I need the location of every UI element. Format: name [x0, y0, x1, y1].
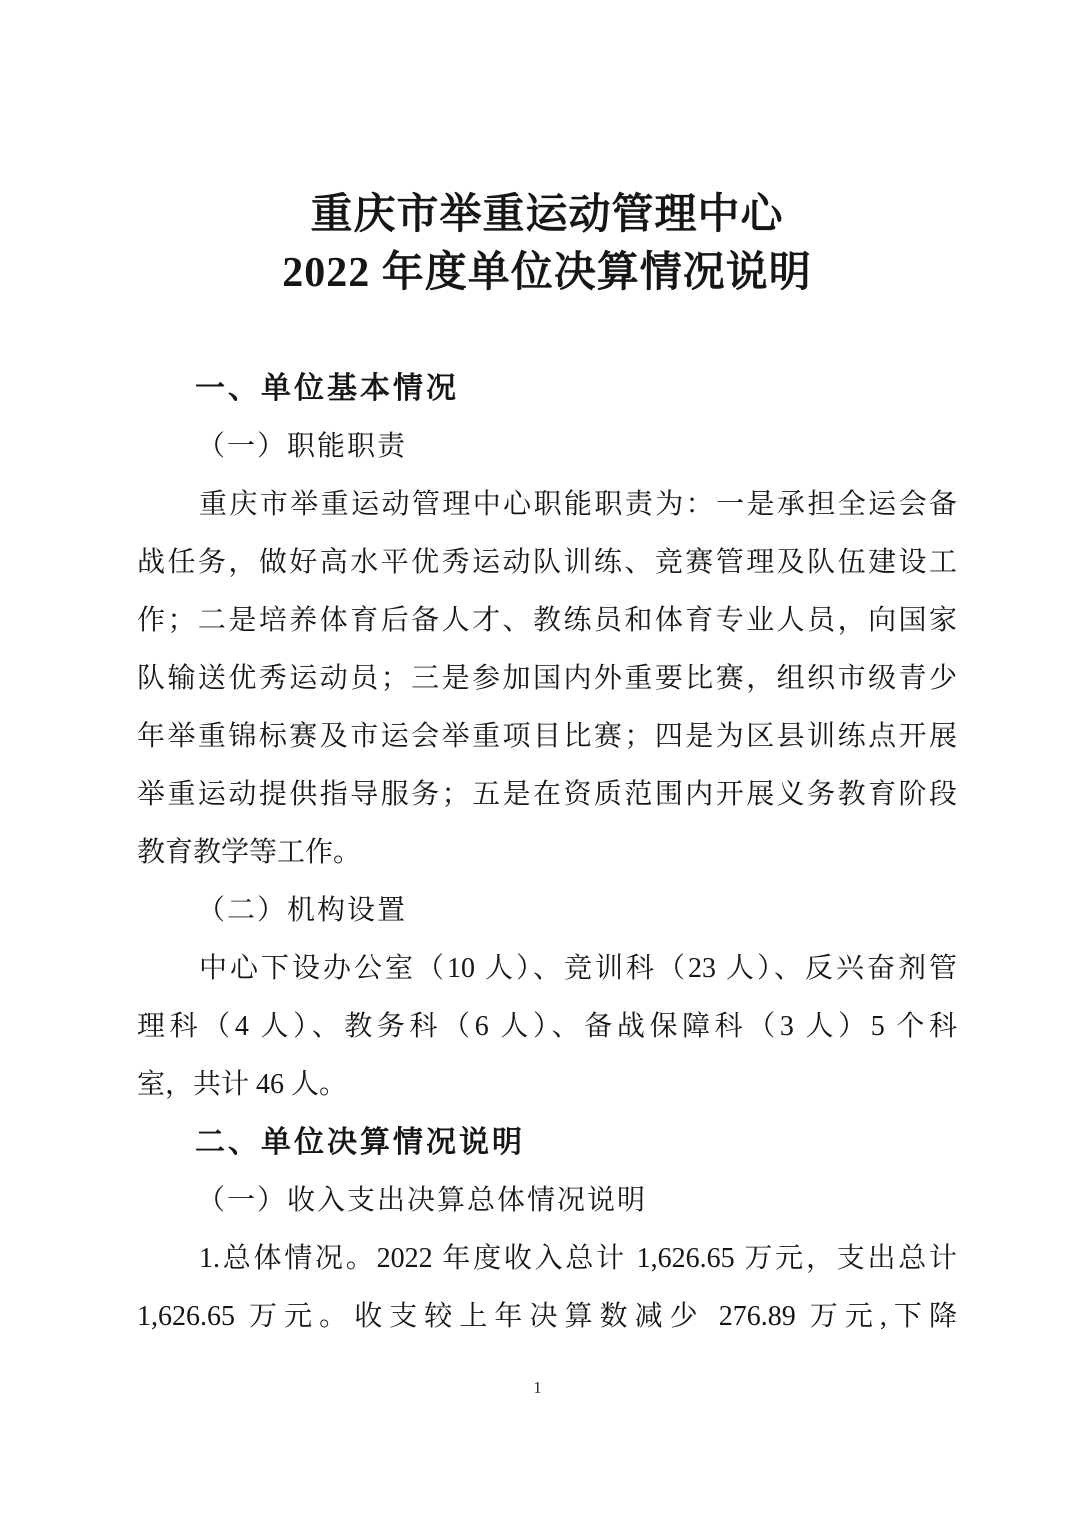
paragraph-line: 战任务，做好高水平优秀运动队训练、竞赛管理及队伍建设工 [137, 547, 957, 578]
paragraph-line: 理科（4 人）、教务科（6 人）、备战保障科（3 人）5 个科 [137, 1011, 957, 1042]
section-2-1-heading: （一）收入支出决算总体情况说明 [197, 1185, 648, 1216]
paragraph-line: 举重运动提供指导服务；五是在资质范围内开展义务教育阶段 [137, 779, 957, 810]
paragraph-line: 1.总体情况。2022 年度收入总计 1,626.65 万元，支出总计 [199, 1243, 957, 1274]
title-line-1: 重庆市举重运动管理中心 [310, 192, 784, 238]
paragraph-line: 年举重锦标赛及市运会举重项目比赛；四是为区县训练点开展 [137, 721, 957, 752]
document-title [137, 186, 957, 302]
section-1-heading: 一、单位基本情况 [195, 372, 459, 405]
paragraph-line: 队输送优秀运动员；三是参加国内外重要比赛，组织市级青少 [137, 663, 957, 694]
section-1-2-heading: （二）机构设置 [197, 895, 408, 926]
page-number: 1 [533, 1378, 542, 1397]
paragraph-line: 教育教学等工作。 [137, 837, 362, 868]
paragraph-line: 重庆市举重运动管理中心职能职责为：一是承担全运会备 [199, 489, 957, 520]
section-1-1-heading: （一）职能职责 [197, 431, 408, 462]
paragraph-overview [137, 1230, 957, 1346]
title-line-2: 2022 年度单位决算情况说明 [282, 250, 812, 296]
paragraph-functions [137, 476, 957, 882]
paragraph-line: 中心下设办公室（10 人）、竞训科（23 人）、反兴奋剂管 [199, 953, 957, 984]
paragraph-line: 1,626.65 万元。收支较上年决算数减少 276.89 万元,下降 [137, 1301, 957, 1332]
section-2-heading: 二、单位决算情况说明 [195, 1126, 525, 1159]
paragraph-line: 作；二是培养体育后备人才、教练员和体育专业人员，向国家 [137, 605, 957, 636]
paragraph-organization [137, 940, 957, 1114]
paragraph-line: 室，共计 46 人。 [137, 1069, 348, 1100]
